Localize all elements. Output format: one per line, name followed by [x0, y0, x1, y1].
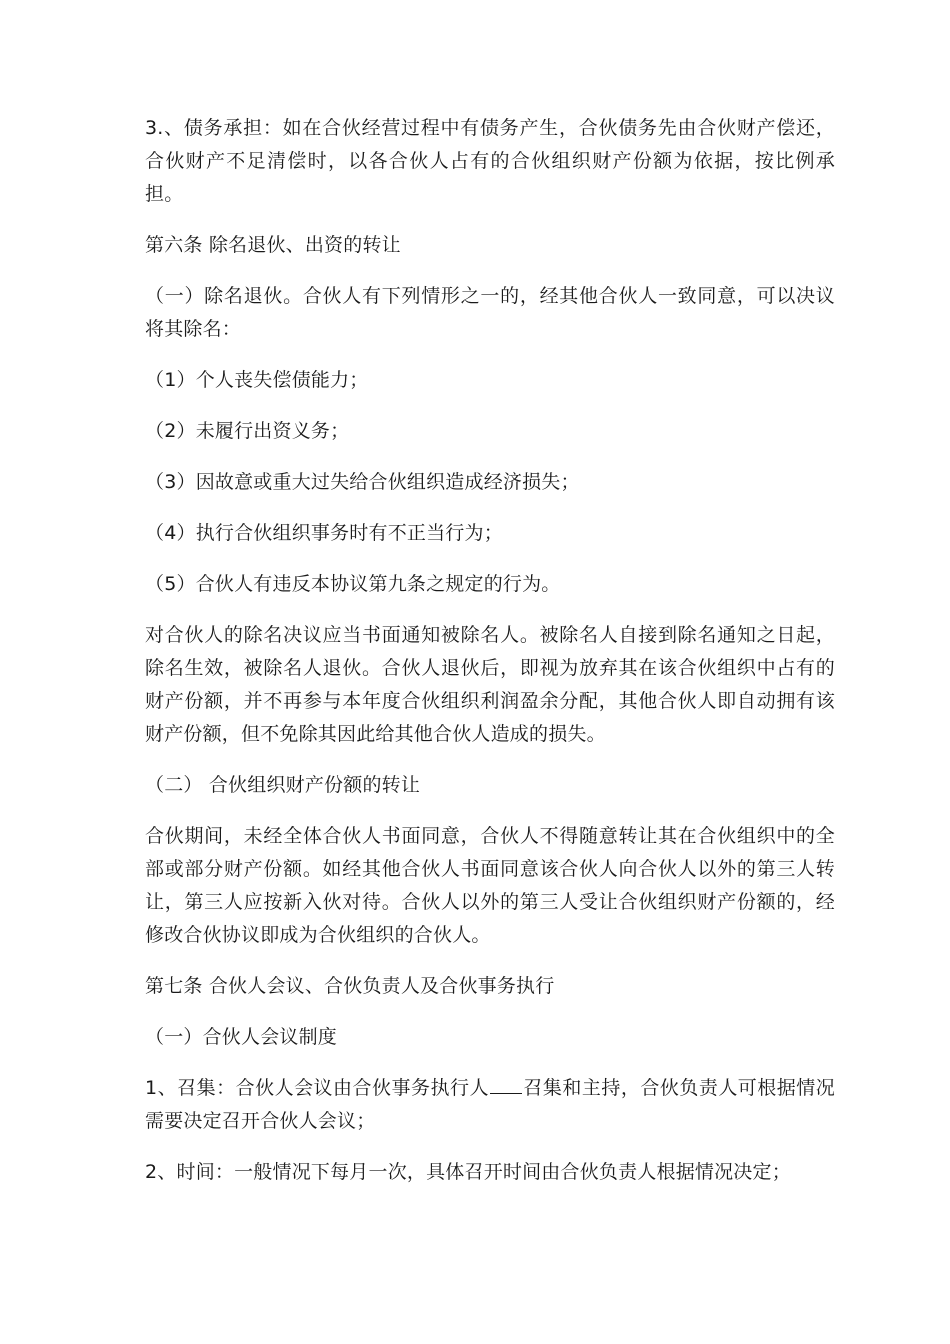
article-6-heading: 第六条 除名退伙、出资的转让 — [145, 234, 401, 256]
article-7-heading: 第七条 合伙人会议、合伙负责人及合伙事务执行 — [145, 975, 555, 997]
expulsion-notice-paragraph: 对合伙人的除名决议应当书面通知被除名人。被除名人自接到除名通知之日起，除名生效，被除名人退伙。合伙人退伙后，即视为放弃其在该合伙组织中占有的财产份额，并不再参与本年度合伙组织利润盈余分配，其他合伙人即自动拥有该财产份额，但不免除其因此给其他合伙人造成的损失。 — [145, 624, 835, 745]
document-page — [145, 112, 835, 1207]
convene-text-after: 召集和主持，合伙负责人可根据情况需要决定召开合伙人会议； — [145, 1077, 835, 1132]
meeting-time-clause: 2、时间：一般情况下每月一次，具体召开时间由合伙负责人根据情况决定； — [145, 1161, 791, 1183]
share-transfer-paragraph: 合伙期间，未经全体合伙人书面同意，合伙人不得随意转让其在合伙组织中的全部或部分财产份额。如经其他合伙人书面同意该合伙人向合伙人以外的第三人转让，第三人应按新入伙对待。合伙人以外的第三人受让合伙组织财产份额的，经修改合伙协议即成为合伙组织的合伙人。 — [145, 825, 835, 946]
share-transfer-heading: （二） 合伙组织财产份额的转让 — [145, 774, 421, 796]
expulsion-item-2: （2）未履行出资义务； — [145, 420, 350, 442]
meeting-system-heading: （一）合伙人会议制度 — [145, 1026, 338, 1048]
convene-text-before: 1、召集：合伙人会议由合伙事务执行人 — [145, 1077, 490, 1099]
expulsion-clause: （一）除名退伙。合伙人有下列情形之一的，经其他合伙人一致同意，可以决议将其除名： — [145, 285, 835, 340]
expulsion-item-3: （3）因故意或重大过失给合伙组织造成经济损失； — [145, 471, 580, 493]
fill-in-blank — [490, 1092, 522, 1094]
expulsion-item-5: （5）合伙人有违反本协议第九条之规定的行为。 — [145, 573, 561, 595]
expulsion-item-4: （4）执行合伙组织事务时有不正当行为； — [145, 522, 503, 544]
expulsion-item-1: （1）个人丧失偿债能力； — [145, 369, 369, 391]
convene-clause — [145, 1072, 835, 1138]
debt-clause: 3.、债务承担：如在合伙经营过程中有债务产生，合伙债务先由合伙财产偿还，合伙财产不足清偿时，以各合伙人占有的合伙组织财产份额为依据，按比例承担。 — [145, 117, 835, 205]
